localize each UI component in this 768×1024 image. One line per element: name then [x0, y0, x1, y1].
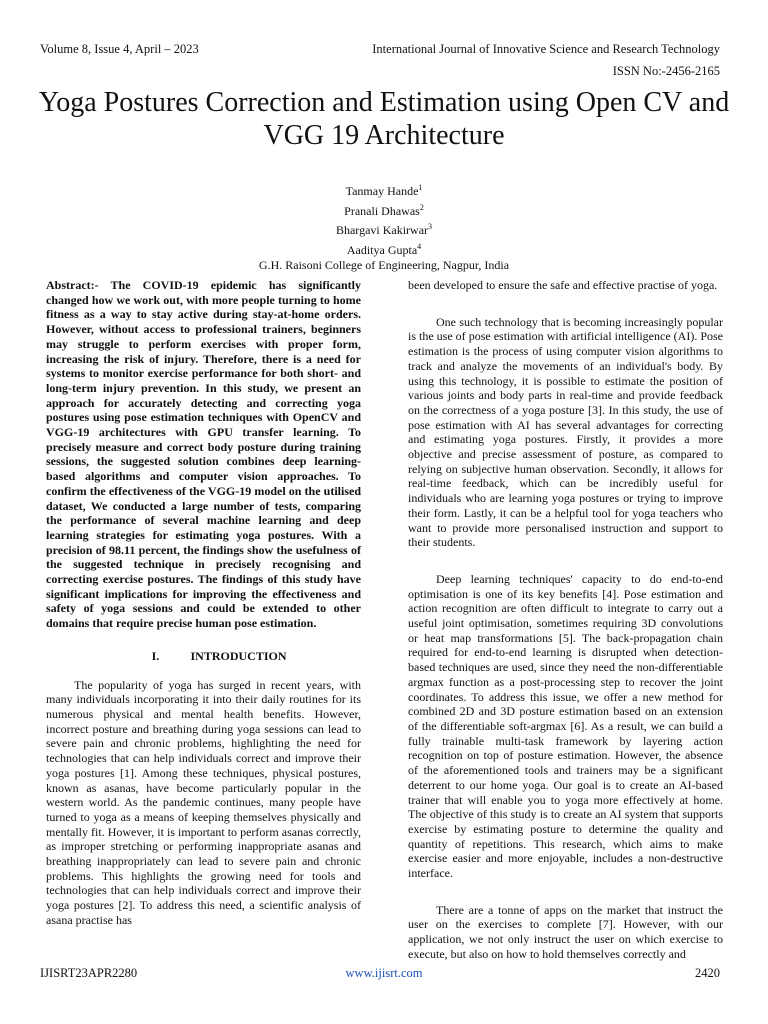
author-name: Tanmay Hande$^1$ — [345, 183, 423, 198]
journal-name: International Journal of Innovative Science and Research Technology — [372, 42, 720, 56]
author-name: Aaditya Gupta$^4$ — [346, 241, 422, 257]
paper-title: Yoga Postures Correction and Estimation using Open CV and VGG 19 Architecture — [38, 87, 730, 151]
page-number: 2420 — [695, 966, 720, 980]
abstract: Abstract:- The COVID-19 epidemic has significantly changed how we work out, with more people turning to home fitness as a way to stay active during stay-at-home orders. However, without access to professional trainers, beginners may struggle to perform exercises with proper form, increasing the risk of injury. Therefore, there is a need for systems to monitor exercise performance for both short- and long-term injury prevention. In this study, we present an approach for accurately detecting and correcting yoga postures using pose estimation techniques with OpenCV and VGG-19 architectures with GPU transfer learning. To precisely measure and correct body posture during training sessions, the suggested solution combines deep learning-based algorithms and computer vision approaches. To confirm the effectiveness of the VGG-19 model on the utilised dataset, We conducted a large number of tests, comparing the performance of several machine learning and deep learning strategies for estimating yoga postures. With a precision of 98.11 percent, the findings show the usefulness of the suggested technique in precisely recognising and correcting exercise postures. The findings of this study have significant implications for improving the effectiveness and safety of yoga sessions and could be extended to other domains that require precise human pose estimation. — [46, 278, 361, 631]
journal-url-link[interactable]: www.ijisrt.com — [345, 966, 423, 980]
paper-code: IJISRT23APR2280 — [40, 966, 138, 980]
body-paragraph: been developed to ensure the safe and effective practise of yoga. — [408, 278, 718, 292]
issn: ISSN No:-2456-2165 — [612, 64, 720, 78]
affiliation: G.H. Raisoni College of Engineering, Nagpur, India — [258, 258, 510, 272]
left-column — [46, 278, 361, 928]
author-block — [0, 180, 768, 274]
body-paragraph: One such technology that is becoming increasingly popular is the use of pose estimation with artificial intelligence (AI). Pose estimation is the process of using computer vision algorithms to track and analyze the movements of an individual's body. By using this technology, it is possible to estimate the position of various joints and body parts in real-time and provide feedback on the correctness of a yoga posture [3]. In this study, the use of pose estimation with AI has several advantages for correcting and estimating yoga postures. Firstly, it provides a more objective and precise assessment of posture, as compared to relying on subjective human observation. Secondly, it allows for real-time feedback, which can be incredibly useful for individuals who are learning yoga postures or trying to improve their form. Lastly, it can be a helpful tool for yoga teachers who want to provide more personalised instruction and support to their students. — [408, 314, 723, 550]
right-column — [408, 278, 723, 962]
body-paragraph: Deep learning techniques' capacity to do end-to-end optimisation is one of its key benefits [4]. Pose estimation and action recognition are often difficult to integrate to carry out a useful joint optimisation, sometimes requiring 3D convolutions or heat map transformations [5]. The back-propagation chain required for end-to-end learning is disrupted when detection-based techniques are used, since they need the non-differentiable argmax function as a post-processing step to recover the joint coordinates. To address this issue, we offer a new method for combined 2D and 3D posture estimation based on an extension of the differentiable soft-argmax [6]. As a result, we can build a fully trainable multi-task framework by layering action recognition on top of posture estimation. However, the absence of the aforementioned tools and trainers may be a significant deterrent to our home yoga. Our goal is to create an AI-based trainer that will enable you to yoga more effectively at home. The objective of this study is to create an AI system that supports exercise by estimating posture to determine the quality and quantity of repetitions. This research, which aims to make exercise easier and more enjoyable, includes a non-destructive interface. — [408, 571, 723, 881]
body-paragraph: The popularity of yoga has surged in recent years, with many individuals incorporating it into their daily routines for its numerous physical and mental health benefits. However, incorrect posture and breathing during yoga sessions can lead to severe pain and chronic problems, highlighting the need for technologies that can help individuals correct and improve their yoga postures [1]. Among these techniques, physical postures, known as asanas, have become particularly popular in the western world. As the pandemic continues, many people have turned to yoga as a means of keeping themselves physically and mentally fit. However, it is important to perform asanas correctly, as improper stretching or performing inappropriate asanas and breathing inappropriately can lead to severe pain and chronic problems. This highlights the growing need for tools and technologies that can help individuals correct and improve their yoga postures [2]. To address this need, a scientific analysis of asana practise has — [46, 677, 361, 927]
author-name: Bhargavi Kakirwar$^3$ — [335, 222, 433, 237]
section-heading: I. INTRODUCTION — [151, 648, 287, 663]
footer-link-wrap — [0, 966, 768, 981]
author-name: Pranali Dhawas$^2$ — [344, 202, 424, 218]
volume-issue: Volume 8, Issue 4, April – 2023 — [40, 42, 199, 56]
body-paragraph: There are a tonne of apps on the market that instruct the user on the exercises to complete [7]. However, with our application, we not only instruct the user on which exercise to execute, but also on how to hold themselves correctly and — [408, 902, 723, 961]
